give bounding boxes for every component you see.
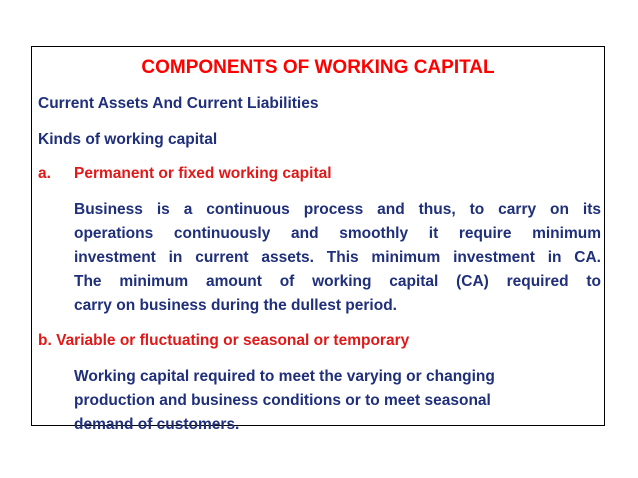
item-b-paragraph-line: demand of customers. xyxy=(74,416,240,433)
kinds-of-working-capital-line: Kinds of working capital xyxy=(38,131,218,148)
slide-title: COMPONENTS OF WORKING CAPITAL xyxy=(141,57,495,78)
item-a-paragraph-line: carry on business during the dullest period. xyxy=(74,297,397,314)
item-a-paragraph-line: investment in current assets. This minimum investment in CA. xyxy=(74,249,601,266)
item-a-heading: Permanent or fixed working capital xyxy=(74,165,332,182)
item-b-paragraph-line: Working capital required to meet the varying or changing xyxy=(74,368,495,385)
item-b-paragraph-line: production and business conditions or to meet seasonal xyxy=(74,392,491,409)
item-a-paragraph-line: Business is a continuous process and thus, to carry on its xyxy=(74,201,601,218)
current-assets-line: Current Assets And Current Liabilities xyxy=(38,95,319,112)
item-b-heading: b. Variable or fluctuating or seasonal or temporary xyxy=(38,332,410,349)
item-a-paragraph-line: The minimum amount of working capital (CA) required to xyxy=(74,273,601,290)
item-a-marker: a. xyxy=(38,165,51,182)
item-a-paragraph-line: operations continuously and smoothly it require minimum xyxy=(74,225,601,242)
